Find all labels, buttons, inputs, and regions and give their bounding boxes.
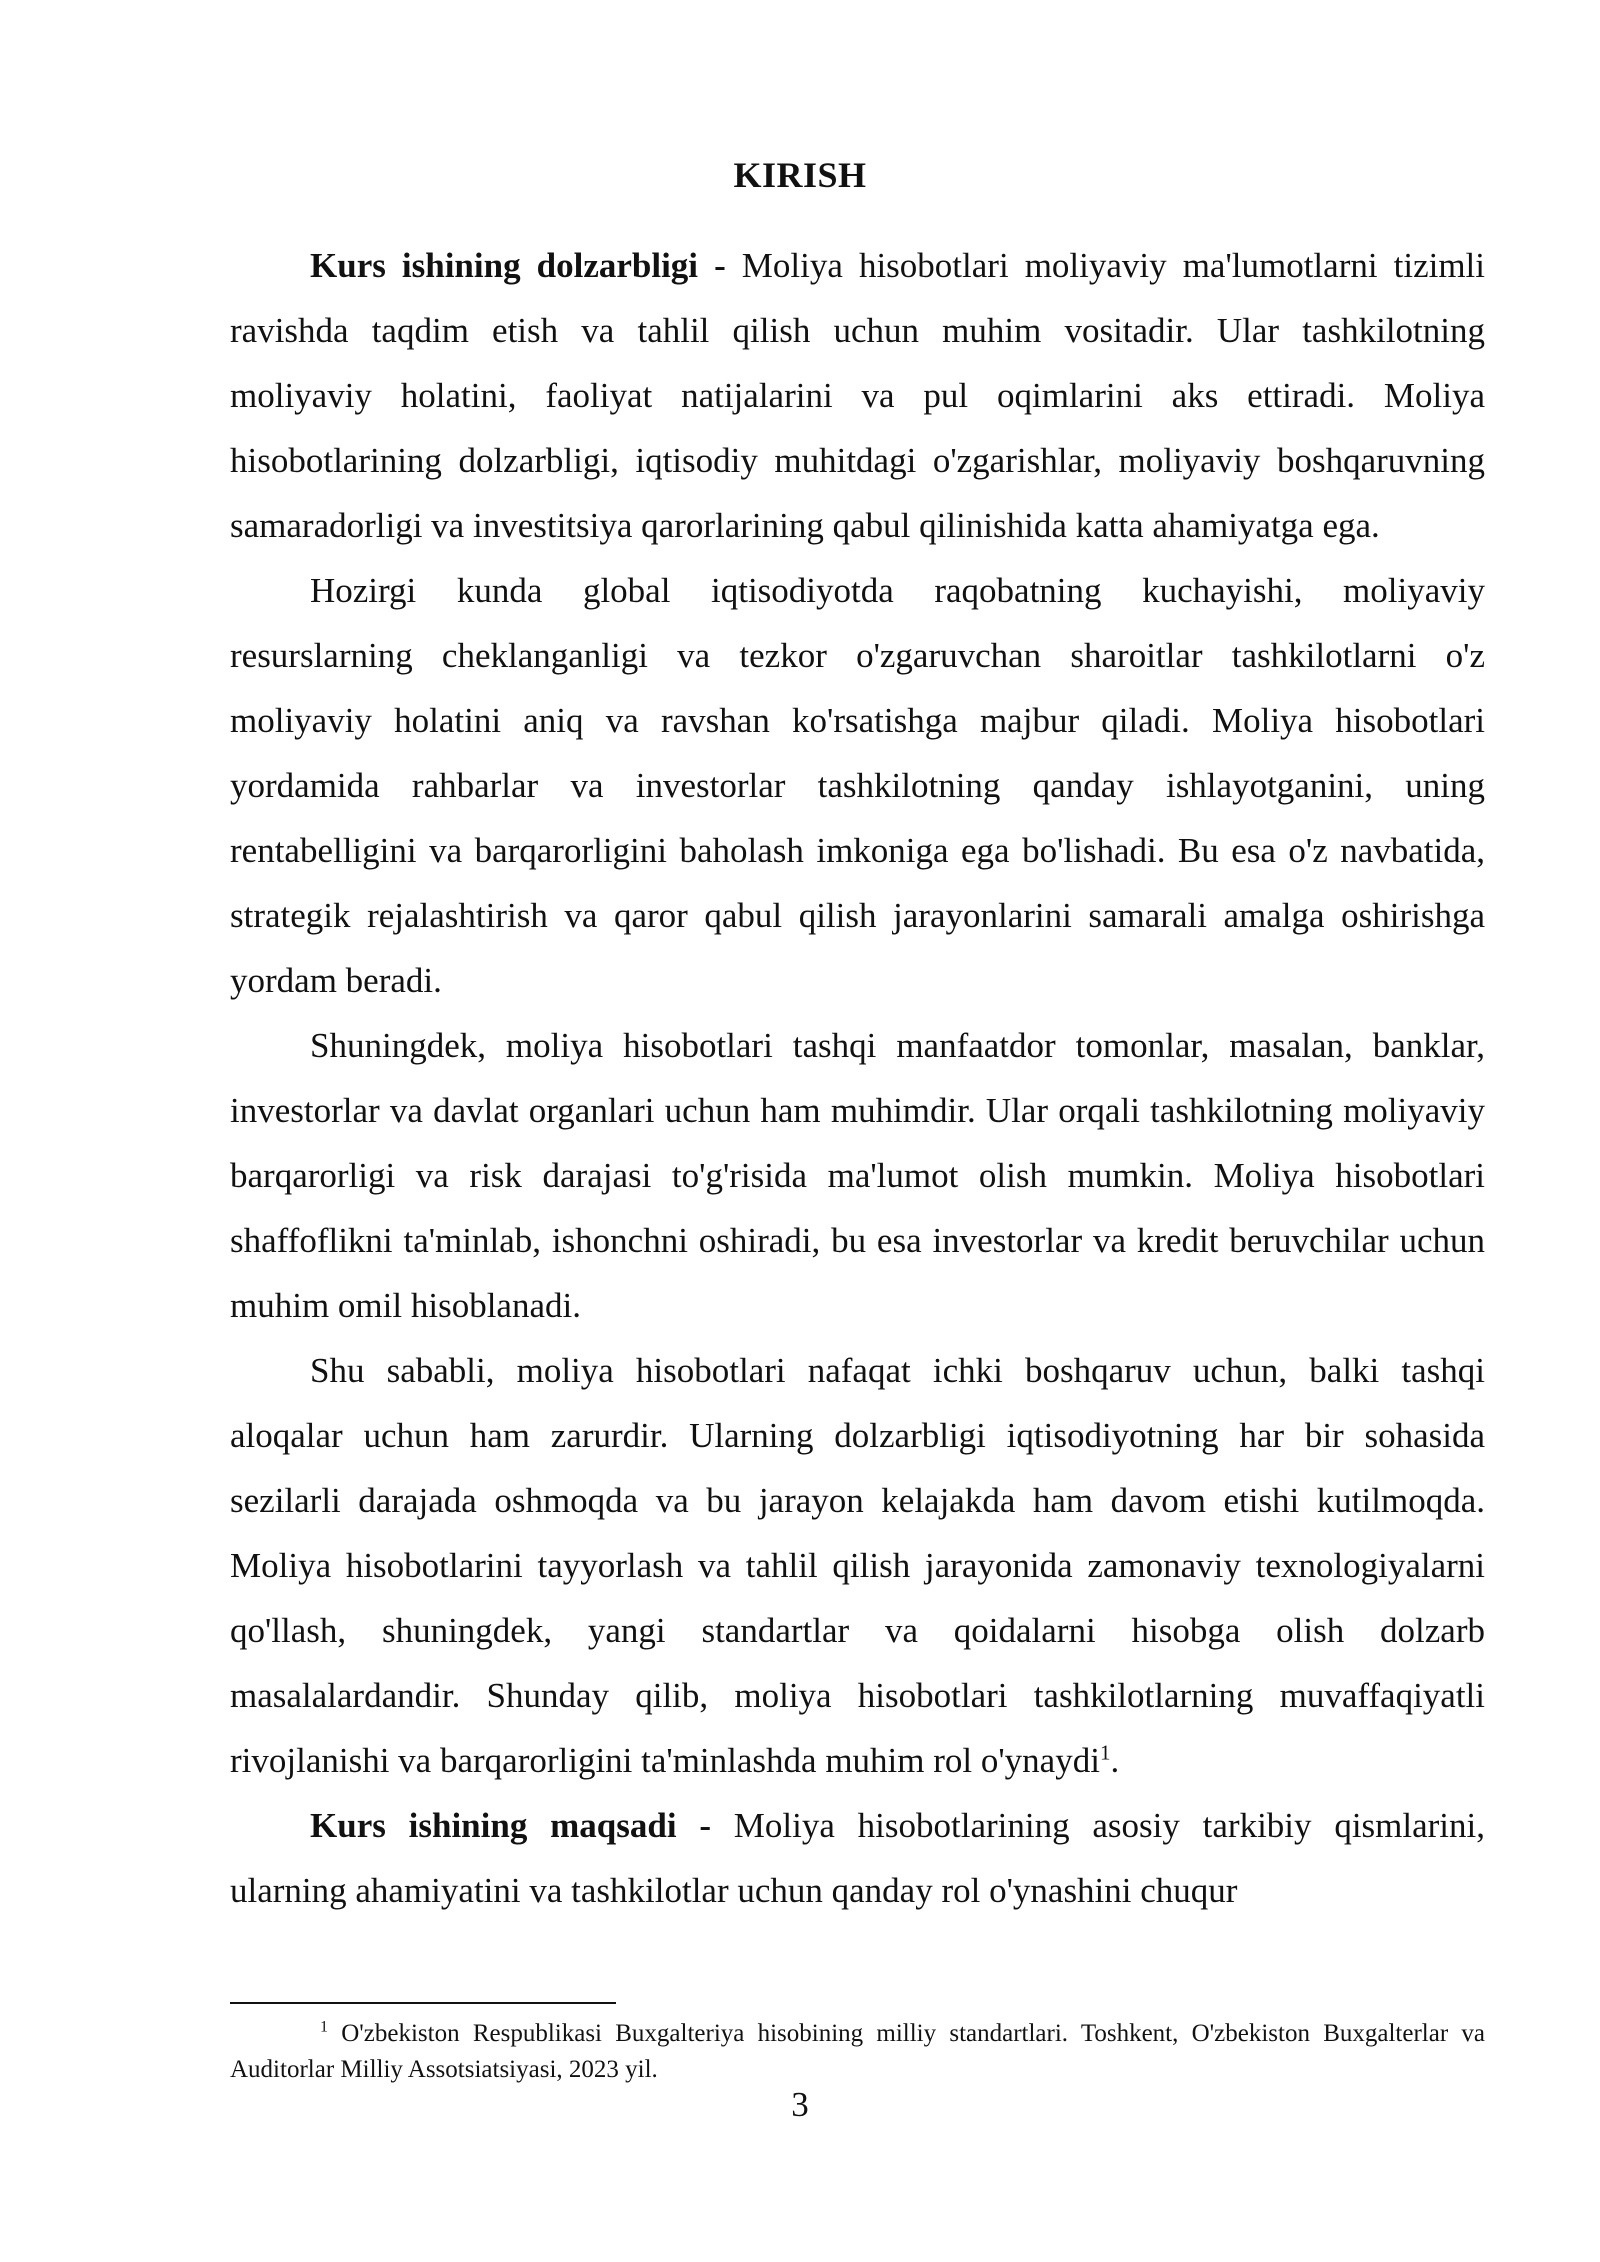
paragraph-conclusion	[230, 1338, 1485, 1793]
paragraph-global-economy	[230, 558, 1485, 1013]
footnote	[230, 2016, 1485, 2088]
footnote-reference[interactable]: 1	[1099, 1740, 1111, 1765]
footnote-text: O'zbekiston Respublikasi Buxgalteriya hisobining milliy standartlari. Toshkent, O'zbekiston Buxgalterlar va Auditorlar Milliy Assotsiatsiyasi, 2023 yil.	[230, 2020, 1485, 2083]
paragraph-text: Moliya hisobotlari moliyaviy ma'lumotlarni tizimli ravishda taqdim etish va tahlil qilish uchun muhim vositadir. Ular tashkilotning moliyaviy holatini, faoliyat natijalarini va pul oqimlarini aks ettiradi. Moliya hisobotlarining dolzarbligi, iqtisodiy muhitdagi o'zgarishlar, moliyaviy boshqaruvning samaradorligi va investitsiya qarorlarining qabul qilinishida katta ahamiyatga ega.	[230, 246, 1486, 545]
paragraph-lead: Kurs ishining maqsadi -	[310, 1806, 711, 1845]
paragraph-lead: Kurs ishining dolzarbligi -	[310, 246, 726, 285]
page-number: 3	[791, 2085, 809, 2124]
paragraph-goal	[230, 1793, 1485, 1923]
paragraph-text: Hozirgi kunda global iqtisodiyotda raqobatning kuchayishi, moliyaviy resurslarning cheklanganligi va tezkor o'zgaruvchan sharoitlar tashkilotlarni o'z moliyaviy holatini aniq va ravshan ko'rsatishga majbur qiladi. Moliya hisobotlari yordamida rahbarlar va investorlar tashkilotning qanday ishlayotganini, uning rentabelligini va barqarorligini baholash imkoniga ega bo'lishadi. Bu esa o'z navbatida, strategik rejalashtirish va qaror qabul qilish jarayonlarini samarali amalga oshirishga yordam beradi.	[230, 571, 1485, 1000]
paragraph-relevance	[230, 233, 1485, 558]
paragraph-text: Moliya hisobotlarining asosiy tarkibiy qismlarini, ularning ahamiyatini va tashkilotlar uchun qanday rol o'ynashini chuqur	[230, 1806, 1485, 1910]
paragraph-external-stakeholders	[230, 1013, 1485, 1338]
paragraph-text: Shuningdek, moliya hisobotlari tashqi manfaatdor tomonlar, masalan, banklar, investorlar va davlat organlari uchun ham muhimdir. Ular orqali tashkilotning moliyaviy barqarorligi va risk darajasi to'g'risida ma'lumot olish mumkin. Moliya hisobotlari shaffoflikni ta'minlab, ishonchni oshiradi, bu esa investorlar va kredit beruvchilar uchun muhim omil hisoblanadi.	[230, 1026, 1485, 1325]
paragraph-text: Shu sababli, moliya hisobotlari nafaqat ichki boshqaruv uchun, balki tashqi aloqalar uchun ham zarurdir. Ularning dolzarbligi iqtisodiyotning har bir sohasida sezilarli darajada oshmoqda va bu jarayon kelajakda ham davom etishi kutilmoqda. Moliya hisobotlarini tayyorlash va tahlil qilish jarayonida zamonaviy texnologiyalarni qo'llash, shuningdek, yangi standartlar va qoidalarni hisobga olish dolzarb masalalardandir. Shunday qilib, moliya hisobotlari tashkilotlarning muvaffaqiyatli rivojlanishi va barqarorligini ta'minlashda muhim rol o'ynaydi	[230, 1351, 1485, 1780]
footnote-marker: 1	[320, 2018, 328, 2036]
body-text	[230, 233, 1485, 1923]
paragraph-tail: .	[1110, 1741, 1120, 1780]
footnote-separator	[230, 2002, 616, 2004]
page-title: KIRISH	[733, 155, 867, 195]
